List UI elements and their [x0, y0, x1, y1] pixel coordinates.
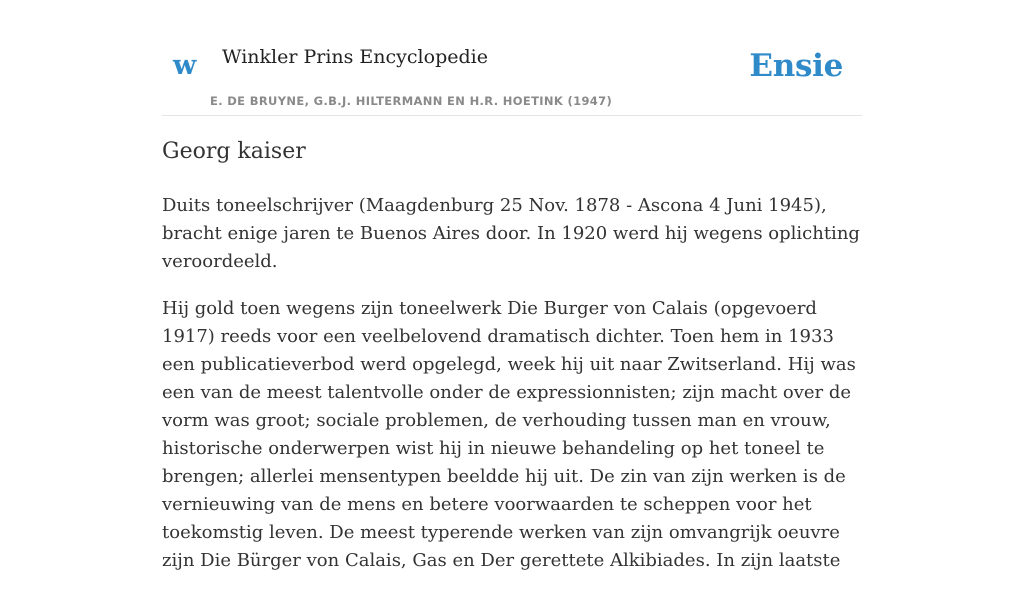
- source-authors: E. DE BRUYNE, G.B.J. HILTERMANN EN H.R. HOETINK (1947): [210, 94, 613, 108]
- winkler-prins-logo-icon[interactable]: w: [173, 50, 197, 81]
- article-body: [162, 192, 867, 594]
- source-header: [162, 40, 862, 116]
- source-title[interactable]: Winkler Prins Encyclopedie: [222, 46, 488, 68]
- article-paragraph-1: Duits toneelschrijver (Maagdenburg 25 Nov. 1878 - Ascona 4 Juni 1945), bracht enige jaren te Buenos Aires door. In 1920 werd hij wegens oplichting veroordeeld.: [162, 195, 860, 272]
- article-title: Georg kaiser: [162, 139, 306, 164]
- article-paragraph-2: Hij gold toen wegens zijn toneelwerk Die Burger von Calais (opgevoerd 1917) reeds voor een veelbelovend dramatisch dichter. Toen hem in 1933 een publicatieverbod werd opgelegd, week hij uit naar Zwitserland. Hij was een van de meest talentvolle onder de expressionnisten; zijn macht over de vorm was groot; sociale problemen, de verhouding tussen man en vrouw, historische onderwerpen wist hij in nieuwe behandeling op het toneel te brengen; allerlei mensentypen beeldde hij uit. De zin van zijn werken is de vernieuwing van de mens en betere voorwaarden te scheppen voor het toekomstig leven. De meest typerende werken van zijn omvangrijk oeuvre zijn Die Bürger von Calais, Gas en Der gerettete Alkibiades. In zijn laatste: [162, 298, 856, 571]
- ensie-logo-link[interactable]: Ensie: [749, 48, 843, 84]
